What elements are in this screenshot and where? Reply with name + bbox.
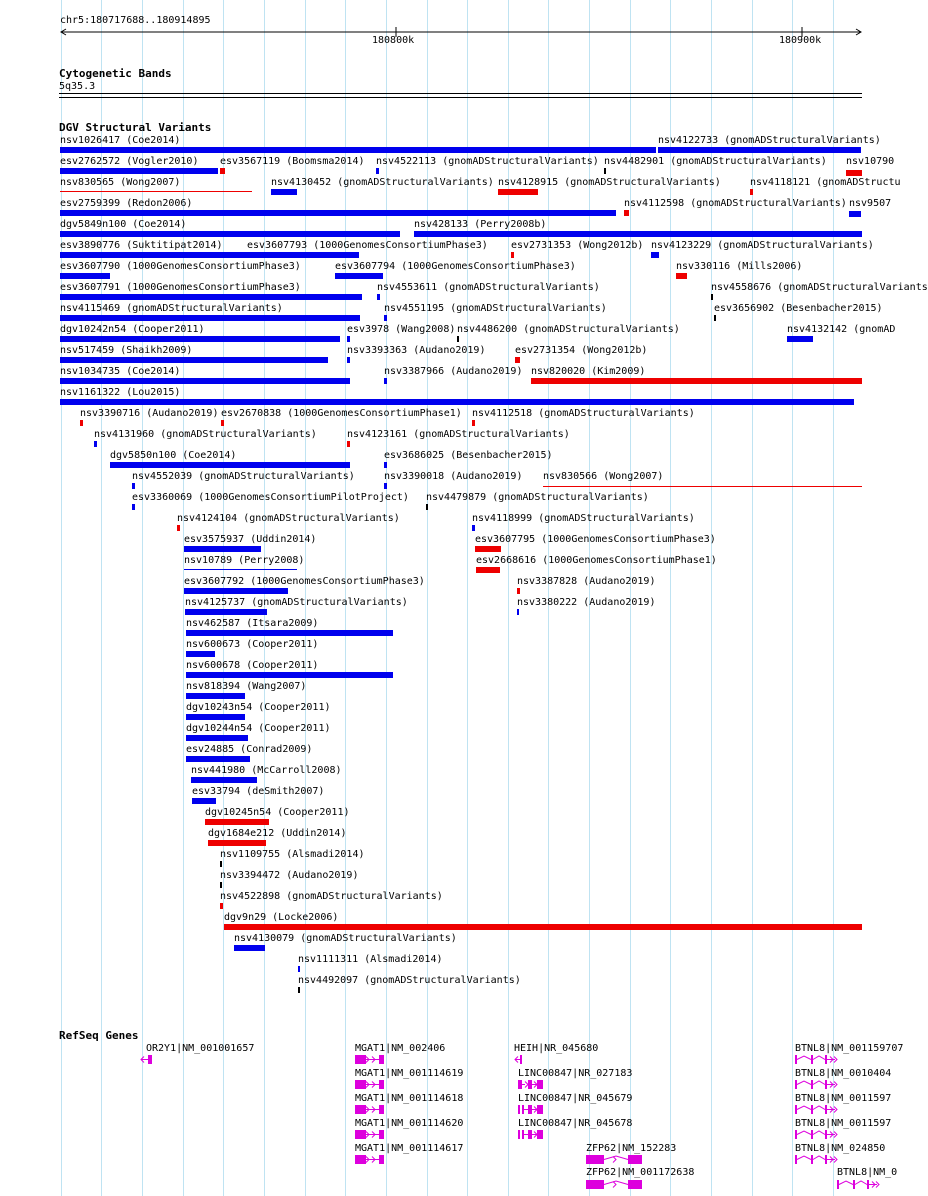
variant-label[interactable]: esv3978 (Wang2008) bbox=[347, 324, 456, 335]
variant-bar-nsv3394472[interactable] bbox=[220, 882, 222, 888]
variant-bar-nsv330116[interactable] bbox=[676, 273, 687, 279]
variant-label[interactable]: nsv4122733 (gnomADStructuralVariants) bbox=[658, 135, 881, 146]
gene-model-zfp[interactable] bbox=[586, 1154, 686, 1166]
variant-label[interactable]: nsv4132142 (gnomAD bbox=[787, 324, 896, 335]
variant-bar-nsv4124104[interactable] bbox=[177, 525, 180, 531]
variant-bar-esv3890776[interactable] bbox=[60, 252, 247, 258]
variant-label[interactable]: esv3607790 (1000GenomesConsortiumPhase3) bbox=[60, 261, 301, 272]
variant-bar-esv33794[interactable] bbox=[192, 798, 216, 804]
variant-bar-esv2670838[interactable] bbox=[221, 420, 224, 426]
variant-label[interactable]: dgv10245n54 (Cooper2011) bbox=[205, 807, 350, 818]
variant-bar-esv24885[interactable] bbox=[186, 756, 250, 762]
variant-bar-dgv5850n100[interactable] bbox=[110, 462, 350, 468]
variant-bar-nsv830566[interactable] bbox=[543, 486, 862, 487]
variant-bar-esv3607790[interactable] bbox=[60, 273, 110, 279]
variant-label[interactable]: nsv3390716 (Audano2019) bbox=[80, 408, 219, 419]
gene-label[interactable]: MGAT1|NM_001114619 bbox=[355, 1068, 464, 1079]
variant-bar-nsv1034735[interactable] bbox=[60, 378, 350, 384]
gene-label[interactable]: ZFP62|NM_001172638 bbox=[586, 1167, 695, 1178]
variant-bar-dgv9n29[interactable] bbox=[224, 924, 862, 930]
variant-label[interactable]: esv2668616 (1000GenomesConsortiumPhase1) bbox=[476, 555, 717, 566]
variant-label[interactable]: esv3890776 (Suktitipat2014) bbox=[60, 240, 223, 251]
gene-label[interactable]: BTNL8|NM_024850 bbox=[795, 1143, 886, 1154]
gene-label[interactable]: MGAT1|NM_001114620 bbox=[355, 1118, 464, 1129]
variant-label[interactable]: nsv4486200 (gnomADStructuralVariants) bbox=[457, 324, 680, 335]
gene-model-mgat[interactable] bbox=[355, 1129, 455, 1141]
variant-bar-esv2668616[interactable] bbox=[476, 567, 500, 573]
variant-bar-esv2759399[interactable] bbox=[60, 210, 616, 216]
variant-bar-nsv4479879[interactable] bbox=[426, 504, 428, 510]
variant-label[interactable]: dgv10242n54 (Cooper2011) bbox=[60, 324, 205, 335]
variant-bar-nsv1026417[interactable] bbox=[60, 147, 656, 153]
variant-label[interactable]: nsv1109755 (Alsmadi2014) bbox=[220, 849, 365, 860]
variant-bar-esv2762572[interactable] bbox=[60, 168, 218, 174]
gene-label[interactable]: MGAT1|NM_002406 bbox=[355, 1043, 446, 1054]
variant-bar-nsv4125737[interactable] bbox=[185, 609, 267, 615]
variant-label[interactable]: esv3360069 (1000GenomesConsortiumPilotProject) bbox=[132, 492, 409, 503]
gene-model-btnl[interactable] bbox=[837, 1179, 890, 1191]
variant-label[interactable]: nsv1034735 (Coe2014) bbox=[60, 366, 181, 377]
variant-label[interactable]: nsv9507 bbox=[849, 198, 892, 209]
variant-label[interactable]: nsv4128915 (gnomADStructuralVariants) bbox=[498, 177, 721, 188]
variant-bar-nsv3390018[interactable] bbox=[384, 483, 387, 489]
variant-bar-dgv10243n54[interactable] bbox=[186, 714, 245, 720]
variant-label[interactable]: nsv4112518 (gnomADStructuralVariants) bbox=[472, 408, 695, 419]
variant-label[interactable]: nsv818394 (Wang2007) bbox=[186, 681, 307, 692]
variant-label[interactable]: nsv4124104 (gnomADStructuralVariants) bbox=[177, 513, 400, 524]
gene-label[interactable]: LINC00847|NR_045679 bbox=[518, 1093, 633, 1104]
variant-label[interactable]: nsv1111311 (Alsmadi2014) bbox=[298, 954, 443, 965]
gene-model-btnl[interactable] bbox=[795, 1079, 890, 1091]
variant-bar-nsv4482901[interactable] bbox=[604, 168, 606, 174]
variant-bar-nsv4123161[interactable] bbox=[347, 441, 350, 447]
grid-line bbox=[183, 0, 184, 1196]
variant-bar-nsv4118121[interactable] bbox=[750, 189, 753, 195]
variant-bar-nsv428133[interactable] bbox=[414, 231, 862, 237]
variant-label[interactable]: esv2731354 (Wong2012b) bbox=[515, 345, 648, 356]
variant-label[interactable]: nsv830565 (Wong2007) bbox=[60, 177, 181, 188]
variant-bar-nsv4486200[interactable] bbox=[457, 336, 459, 342]
variant-label[interactable]: nsv3394472 (Audano2019) bbox=[220, 870, 359, 881]
gene-label[interactable]: LINC00847|NR_045678 bbox=[518, 1118, 633, 1129]
gene-label[interactable]: BTNL8|NM_0 bbox=[837, 1167, 898, 1178]
variant-label[interactable]: esv3607792 (1000GenomesConsortiumPhase3) bbox=[184, 576, 425, 587]
gene-label[interactable]: BTNL8|NM_0010404 bbox=[795, 1068, 892, 1079]
variant-label[interactable]: nsv4553611 (gnomADStructuralVariants) bbox=[377, 282, 600, 293]
variant-bar-nsv820020[interactable] bbox=[531, 378, 862, 384]
ruler-range: chr5:180717688..180914895 bbox=[60, 15, 211, 26]
variant-label[interactable]: esv3656902 (Besenbacher2015) bbox=[714, 303, 883, 314]
variant-bar-esv3656902[interactable] bbox=[714, 315, 716, 321]
ruler-tick-180800k: 180800k bbox=[372, 35, 415, 46]
gene-label[interactable]: MGAT1|NM_001114617 bbox=[355, 1143, 464, 1154]
gene-model-linc[interactable] bbox=[518, 1079, 618, 1091]
variant-bar-dgv10245n54[interactable] bbox=[205, 819, 269, 825]
variant-bar-nsv4131960[interactable] bbox=[94, 441, 97, 447]
variant-bar-nsv4558676[interactable] bbox=[711, 294, 713, 300]
variant-label[interactable]: nsv330116 (Mills2006) bbox=[676, 261, 803, 272]
variant-bar-nsv4128915[interactable] bbox=[498, 189, 538, 195]
gene-label[interactable]: HEIH|NR_045680 bbox=[514, 1043, 599, 1054]
variant-label[interactable]: nsv4522113 (gnomADStructuralVariants) bbox=[376, 156, 599, 167]
variant-label[interactable]: esv2731353 (Wong2012b) bbox=[511, 240, 644, 251]
variant-bar-nsv830565[interactable] bbox=[60, 191, 252, 192]
variant-bar-nsv4122733[interactable] bbox=[658, 147, 861, 153]
variant-bar-nsv4492097[interactable] bbox=[298, 987, 300, 993]
variant-bar-nsv4522113[interactable] bbox=[376, 168, 379, 174]
variant-bar-esv3607793[interactable] bbox=[247, 252, 359, 258]
gene-label[interactable]: BTNL8|NM_001159707 bbox=[795, 1043, 904, 1054]
variant-label[interactable]: nsv4123161 (gnomADStructuralVariants) bbox=[347, 429, 570, 440]
variant-label[interactable]: dgv5850n100 (Coe2014) bbox=[110, 450, 237, 461]
gene-label[interactable]: MGAT1|NM_001114618 bbox=[355, 1093, 464, 1104]
cytoband-ideogram[interactable] bbox=[59, 93, 862, 98]
variant-bar-nsv10789[interactable] bbox=[184, 569, 297, 570]
cytoband-label: 5q35.3 bbox=[59, 81, 96, 92]
variant-bar-nsv462587[interactable] bbox=[186, 630, 393, 636]
variant-bar-nsv4118999[interactable] bbox=[472, 525, 475, 531]
variant-bar-nsv4115469[interactable] bbox=[60, 315, 360, 321]
variant-label[interactable]: nsv428133 (Perry2008b) bbox=[414, 219, 547, 230]
variant-label[interactable]: nsv4130079 (gnomADStructuralVariants) bbox=[234, 933, 457, 944]
variant-label[interactable]: esv3607795 (1000GenomesConsortiumPhase3) bbox=[475, 534, 716, 545]
variant-label[interactable]: nsv4479879 (gnomADStructuralVariants) bbox=[426, 492, 649, 503]
variant-bar-nsv3387966[interactable] bbox=[384, 378, 387, 384]
variant-bar-nsv4130079[interactable] bbox=[234, 945, 265, 951]
variant-bar-nsv441980[interactable] bbox=[191, 777, 257, 783]
variant-label[interactable]: nsv3387828 (Audano2019) bbox=[517, 576, 656, 587]
variant-bar-dgv10244n54[interactable] bbox=[186, 735, 248, 741]
variant-bar-esv3567119[interactable] bbox=[220, 168, 225, 174]
dgv-track-title[interactable]: DGV Structural Variants bbox=[59, 121, 212, 134]
gene-label[interactable]: OR2Y1|NM_001001657 bbox=[146, 1043, 255, 1054]
gene-label[interactable]: LINC00847|NR_027183 bbox=[518, 1068, 633, 1079]
variant-label[interactable]: nsv10790 bbox=[846, 156, 895, 167]
variant-bar-nsv3380222[interactable] bbox=[517, 609, 519, 615]
variant-bar-nsv4112598[interactable] bbox=[624, 210, 629, 216]
variant-bar-esv3607792[interactable] bbox=[184, 588, 288, 594]
variant-bar-nsv600678[interactable] bbox=[186, 672, 393, 678]
variant-label[interactable]: nsv4118999 (gnomADStructuralVariants) bbox=[472, 513, 695, 524]
refseq-track-title[interactable]: RefSeq Genes bbox=[59, 1029, 139, 1042]
variant-label[interactable]: esv3686025 (Besenbacher2015) bbox=[384, 450, 553, 461]
variant-label[interactable]: nsv4551195 (gnomADStructuralVariants) bbox=[384, 303, 607, 314]
ruler-axis bbox=[0, 0, 890, 50]
variant-bar-nsv4130452[interactable] bbox=[271, 189, 297, 195]
variant-bar-dgv10242n54[interactable] bbox=[60, 336, 340, 342]
variant-label[interactable]: nsv4112598 (gnomADStructuralVariants) bbox=[624, 198, 847, 209]
variant-bar-nsv1111311[interactable] bbox=[298, 966, 300, 972]
variant-label[interactable]: nsv4118121 (gnomADStructu bbox=[750, 177, 901, 188]
variant-bar-esv3607791[interactable] bbox=[60, 294, 362, 300]
variant-label[interactable]: nsv4125737 (gnomADStructuralVariants) bbox=[185, 597, 408, 608]
variant-label[interactable]: nsv820020 (Kim2009) bbox=[531, 366, 646, 377]
variant-label[interactable]: esv3607794 (1000GenomesConsortiumPhase3) bbox=[335, 261, 576, 272]
variant-label[interactable]: nsv4552039 (gnomADStructuralVariants) bbox=[132, 471, 355, 482]
variant-label[interactable]: esv24885 (Conrad2009) bbox=[186, 744, 313, 755]
variant-label[interactable]: esv2762572 (Vogler2010) bbox=[60, 156, 199, 167]
variant-bar-esv3607794[interactable] bbox=[335, 273, 383, 279]
gene-model-btnl[interactable] bbox=[795, 1054, 890, 1066]
variant-bar-esv3978[interactable] bbox=[347, 336, 350, 342]
variant-label[interactable]: nsv10789 (Perry2008) bbox=[184, 555, 305, 566]
gene-model-mgat[interactable] bbox=[355, 1079, 455, 1091]
variant-label[interactable]: dgv9n29 (Locke2006) bbox=[224, 912, 339, 923]
variant-bar-nsv4553611[interactable] bbox=[377, 294, 380, 300]
variant-bar-nsv600673[interactable] bbox=[186, 651, 215, 657]
variant-label[interactable]: nsv4522898 (gnomADStructuralVariants) bbox=[220, 891, 443, 902]
variant-bar-dgv5849n100[interactable] bbox=[60, 231, 400, 237]
variant-label[interactable]: dgv10243n54 (Cooper2011) bbox=[186, 702, 331, 713]
variant-bar-esv3360069[interactable] bbox=[132, 504, 135, 510]
gene-model-linc2[interactable] bbox=[518, 1104, 618, 1116]
variant-label[interactable]: nsv600678 (Cooper2011) bbox=[186, 660, 319, 671]
variant-bar-dgv1684e212[interactable] bbox=[208, 840, 266, 846]
variant-bar-nsv3387828[interactable] bbox=[517, 588, 520, 594]
gene-model-mgat[interactable] bbox=[355, 1104, 455, 1116]
variant-bar-nsv818394[interactable] bbox=[186, 693, 245, 699]
cytoband-track-title[interactable]: Cytogenetic Bands bbox=[59, 67, 172, 80]
variant-label[interactable]: nsv4123229 (gnomADStructuralVariants) bbox=[651, 240, 874, 251]
variant-bar-esv3575937[interactable] bbox=[184, 546, 261, 552]
variant-label[interactable]: nsv3393363 (Audano2019) bbox=[347, 345, 486, 356]
variant-label[interactable]: nsv4131960 (gnomADStructuralVariants) bbox=[94, 429, 317, 440]
variant-label[interactable]: esv2759399 (Redon2006) bbox=[60, 198, 193, 209]
gene-model-or2y1[interactable] bbox=[140, 1054, 240, 1066]
ruler-tick-180900k: 180900k bbox=[779, 35, 822, 46]
gene-model-btnl[interactable] bbox=[795, 1154, 890, 1166]
gene-model-mgat[interactable] bbox=[355, 1054, 455, 1066]
gene-model-linc2[interactable] bbox=[518, 1129, 618, 1141]
variant-bar-nsv4123229[interactable] bbox=[651, 252, 659, 258]
variant-label[interactable]: dgv1684e212 (Uddin2014) bbox=[208, 828, 347, 839]
gene-model-btnl[interactable] bbox=[795, 1104, 890, 1116]
variant-bar-nsv3390716[interactable] bbox=[80, 420, 83, 426]
variant-label[interactable]: esv3607793 (1000GenomesConsortiumPhase3) bbox=[247, 240, 488, 251]
variant-label[interactable]: nsv1161322 (Lou2015) bbox=[60, 387, 181, 398]
variant-bar-nsv1109755[interactable] bbox=[220, 861, 222, 867]
variant-bar-esv3686025[interactable] bbox=[384, 462, 387, 468]
variant-bar-nsv4132142[interactable] bbox=[787, 336, 813, 342]
variant-label[interactable]: nsv830566 (Wong2007) bbox=[543, 471, 664, 482]
variant-label[interactable]: nsv1026417 (Coe2014) bbox=[60, 135, 181, 146]
variant-label[interactable]: esv2670838 (1000GenomesConsortiumPhase1) bbox=[221, 408, 462, 419]
variant-label[interactable]: nsv4115469 (gnomADStructuralVariants) bbox=[60, 303, 283, 314]
variant-label[interactable]: nsv4482901 (gnomADStructuralVariants) bbox=[604, 156, 827, 167]
variant-label[interactable]: nsv3390018 (Audano2019) bbox=[384, 471, 523, 482]
gene-label[interactable]: ZFP62|NM_152283 bbox=[586, 1143, 677, 1154]
variant-bar-nsv3393363[interactable] bbox=[347, 357, 350, 363]
variant-bar-esv2731354[interactable] bbox=[515, 357, 520, 363]
variant-label[interactable]: esv3575937 (Uddin2014) bbox=[184, 534, 317, 545]
variant-label[interactable]: nsv4558676 (gnomADStructuralVariants bbox=[711, 282, 928, 293]
variant-bar-nsv9507[interactable] bbox=[849, 211, 861, 217]
variant-label[interactable]: nsv441980 (McCarroll2008) bbox=[191, 765, 342, 776]
variant-label[interactable]: esv3567119 (Boomsma2014) bbox=[220, 156, 365, 167]
variant-label[interactable]: dgv5849n100 (Coe2014) bbox=[60, 219, 187, 230]
variant-bar-nsv4552039[interactable] bbox=[132, 483, 135, 489]
variant-label[interactable]: nsv462587 (Itsara2009) bbox=[186, 618, 319, 629]
variant-bar-esv3607795[interactable] bbox=[475, 546, 501, 552]
variant-bar-nsv4112518[interactable] bbox=[472, 420, 475, 426]
gene-model-heih[interactable] bbox=[514, 1054, 614, 1066]
gene-label[interactable]: BTNL8|NM_0011597 bbox=[795, 1093, 892, 1104]
variant-label[interactable]: dgv10244n54 (Cooper2011) bbox=[186, 723, 331, 734]
gene-label[interactable]: BTNL8|NM_0011597 bbox=[795, 1118, 892, 1129]
variant-label[interactable]: nsv4492097 (gnomADStructuralVariants) bbox=[298, 975, 521, 986]
variant-bar-nsv4551195[interactable] bbox=[384, 315, 387, 321]
gene-model-zfp[interactable] bbox=[586, 1179, 686, 1191]
variant-label[interactable]: nsv3380222 (Audano2019) bbox=[517, 597, 656, 608]
variant-bar-nsv4522898[interactable] bbox=[220, 903, 223, 909]
variant-bar-esv2731353[interactable] bbox=[511, 252, 514, 258]
variant-label[interactable]: nsv3387966 (Audano2019) bbox=[384, 366, 523, 377]
variant-label[interactable]: esv33794 (deSmith2007) bbox=[192, 786, 325, 797]
variant-label[interactable]: nsv517459 (Shaikh2009) bbox=[60, 345, 193, 356]
variant-bar-nsv10790[interactable] bbox=[846, 170, 862, 176]
variant-label[interactable]: esv3607791 (1000GenomesConsortiumPhase3) bbox=[60, 282, 301, 293]
gene-model-btnl[interactable] bbox=[795, 1129, 890, 1141]
variant-bar-nsv1161322[interactable] bbox=[60, 399, 854, 405]
variant-label[interactable]: nsv4130452 (gnomADStructuralVariants) bbox=[271, 177, 494, 188]
variant-label[interactable]: nsv600673 (Cooper2011) bbox=[186, 639, 319, 650]
variant-bar-nsv517459[interactable] bbox=[60, 357, 328, 363]
gene-model-mgat[interactable] bbox=[355, 1154, 455, 1166]
